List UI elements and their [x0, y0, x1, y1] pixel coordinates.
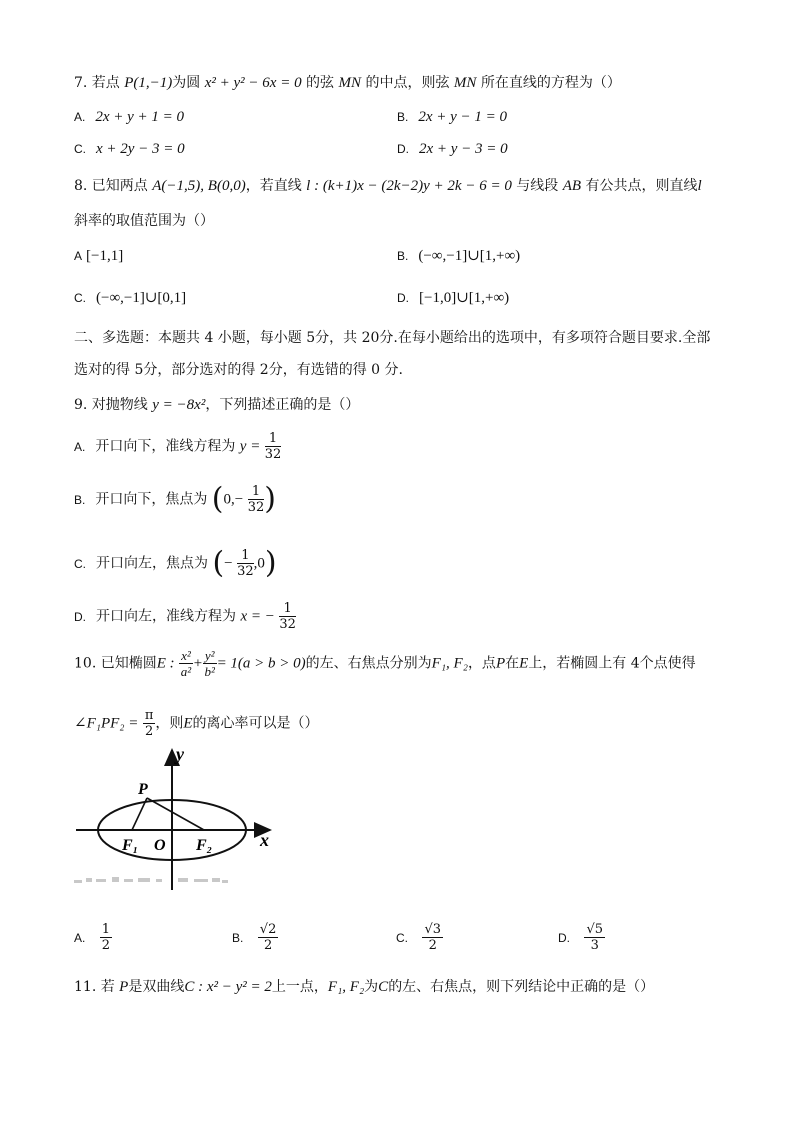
- q10-stem-cont: ∠F₁PF₂ = $\frac{\pi}{2}$ ，则E的离心率可以是（）: [74, 708, 319, 739]
- q8-option-b: B. (−∞,−1]∪[1,+∞): [397, 248, 521, 264]
- fig-label-y: y: [176, 744, 184, 764]
- q8-stem-cont: 斜率的取值范围为（）: [74, 213, 214, 229]
- fig-label-f2: F₂: [196, 837, 213, 854]
- q7-option-b: B. 2x + y − 1 = 0: [397, 109, 508, 125]
- q8-option-c: C. (−∞,−1]∪[0,1]: [74, 290, 187, 306]
- q9-option-c: C. 开口向左，焦点为 (− $\frac{1}{32}$ ,0): [74, 545, 277, 581]
- fig-label-o: O: [154, 837, 166, 854]
- q9-stem: 9. 对抛物线 y = −8x²，下列描述正确的是（）: [74, 397, 360, 413]
- q7-option-d: D. 2x + y − 3 = 0: [397, 141, 508, 157]
- q7-option-a: A. 2x + y + 1 = 0: [74, 109, 185, 125]
- q9-option-a: A. 开口向下，准线方程为 y = $\frac{1}{32}$: [74, 431, 282, 462]
- ellipse-figure: [72, 740, 282, 895]
- q8-option-d: D. [−1,0]∪[1,+∞): [397, 290, 510, 306]
- q8-option-a: A [−1,1]: [74, 248, 124, 264]
- fig-label-p: P: [138, 781, 148, 798]
- q10-option-c: C. $\frac{√3}{2}$: [396, 922, 442, 953]
- fig-label-f1: F₁: [122, 837, 139, 854]
- q7-option-c: C. x + 2y − 3 = 0: [74, 141, 185, 157]
- q7-stem: 7. 若点 P(1,−1)为圆 x² + y² − 6x = 0 的弦 MN 的中点，则弦 MN 所在直线的方程为（）: [74, 75, 621, 91]
- q10-option-d: D. $\frac{√5}{3}$: [558, 922, 604, 953]
- q9-option-b: B. 开口向下，焦点为 (0,− $\frac{1}{32}$ ): [74, 481, 276, 517]
- scan-noise: [74, 877, 228, 883]
- q10-option-a: A. $\frac{1}{2}$: [74, 922, 111, 953]
- fig-label-x: x: [260, 830, 269, 850]
- q10-option-b: B. $\frac{√2}{2}$: [232, 922, 277, 953]
- q8-stem: 8. 已知两点 A(−1,5), B(0,0)，若直线 l : (k+1)x − (2k−2)y + 2k − 6 = 0 与线段 AB 有公共点，则直线l: [74, 178, 702, 194]
- section2-instructions: 二、多选题：本题共 4 小题，每小题 5分，共 20分.在每小题给出的选项中，有多项符合题目要求.全部选对的得 5分，部分选对的得 2分，有选错的得 0 分.: [74, 330, 711, 378]
- q11-stem: 11. 若 P是双曲线C : x² − y² = 2上一点，F₁, F₂为C的左、右焦点，则下列结论中正确的是（）: [74, 979, 655, 995]
- segment-pf2: [147, 798, 204, 830]
- q10-stem: 10. 已知椭圆E : $\frac{\text{x²}}{\text{a²}}$ + $\frac{\text{y²}}{\text{b²}}$ = 1(a > b > 0)的左、右焦点分别为F₁, F₂，点P在E上，若椭圆上有 4个点使得: [74, 648, 696, 679]
- q9-option-d: D. 开口向左，准线方程为 x = − $\frac{1}{32}$: [74, 601, 296, 632]
